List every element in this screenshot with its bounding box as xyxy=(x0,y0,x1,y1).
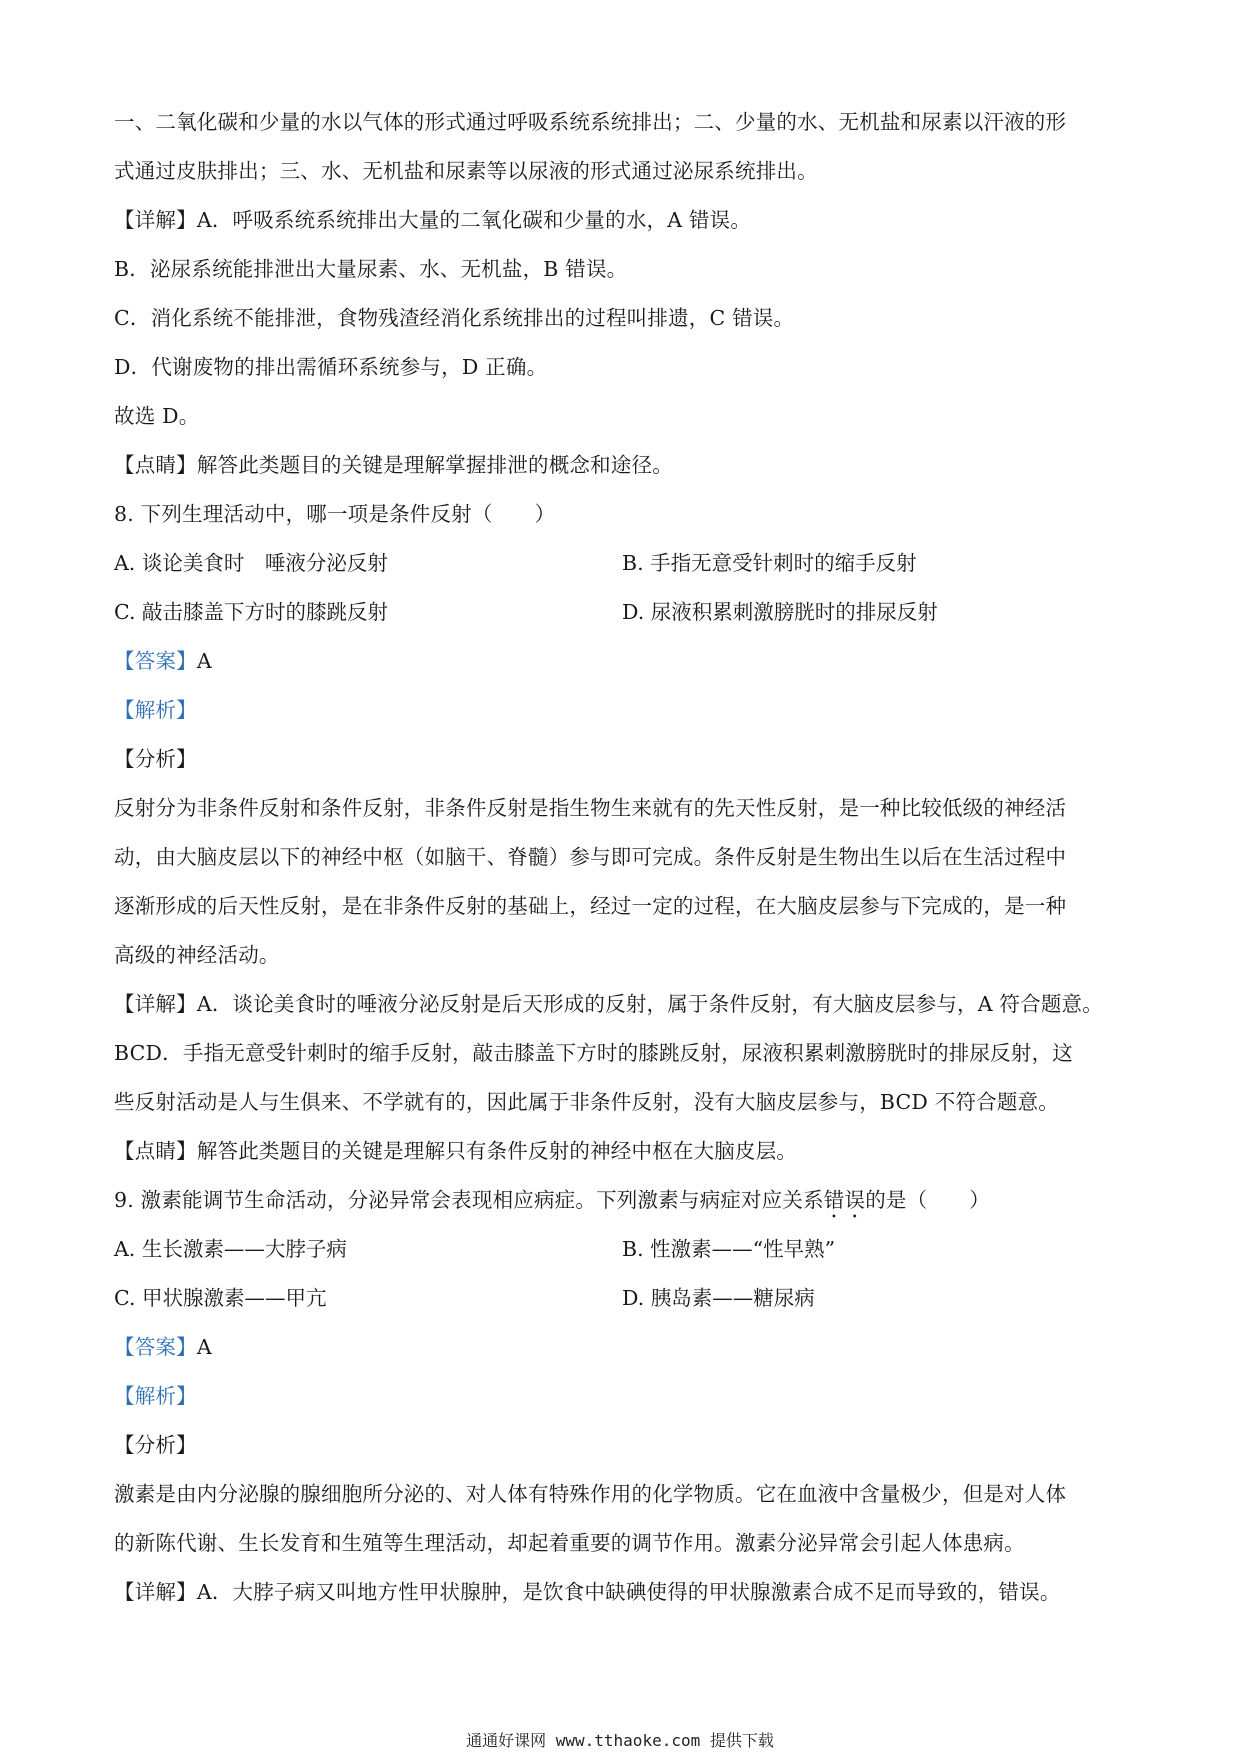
q8-options-row-1 xyxy=(114,539,1132,588)
q8-options-row-2 xyxy=(114,588,1132,637)
q9-analysis-line-1: 激素是由内分泌腺的腺细胞所分泌的、对人体有特殊作用的化学物质。它在血液中含量极少，但是对人体 xyxy=(114,1482,1067,1506)
detail-label: 【详解】 xyxy=(114,992,197,1016)
q8-analysis-line-1: 反射分为非条件反射和条件反射，非条件反射是指生物生来就有的先天性反射，是一种比较低级的神经活 xyxy=(114,796,1067,820)
q8-fenxi-label: 【分析】 xyxy=(114,747,197,771)
detail-label: 【详解】 xyxy=(114,208,197,232)
detail-text: A．谈论美食时的唾液分泌反射是后天形成的反射，属于条件反射，有大脑皮层参与，A 符合题意。 xyxy=(196,992,1103,1016)
q9-options-row-2 xyxy=(114,1274,1132,1323)
q9-option-d: D. 胰岛素——糖尿病 xyxy=(622,1286,815,1310)
comment-label: 【点睛】 xyxy=(114,453,197,477)
comment-text: 解答此类题目的关键是理解掌握排泄的概念和途径。 xyxy=(196,453,673,477)
q9-stem-mid: 的是（ xyxy=(865,1188,928,1212)
answer-value: A xyxy=(196,649,212,673)
q9-fenxi-label: 【分析】 xyxy=(114,1433,197,1457)
comment-text: 解答此类题目的关键是理解只有条件反射的神经中枢在大脑皮层。 xyxy=(196,1139,798,1163)
q8-option-b: B. 手指无意受针刺时的缩手反射 xyxy=(622,551,917,575)
answer-label: 【答案】 xyxy=(114,649,197,673)
q8-analysis-line-2: 动，由大脑皮层以下的神经中枢（如脑干、脊髓）参与即可完成。条件反射是生物出生以后在生活过程中 xyxy=(114,845,1067,869)
q9-option-c: C. 甲状腺激素——甲亢 xyxy=(114,1286,327,1310)
q9-option-b: B. 性激素——“性早熟” xyxy=(622,1237,836,1261)
q8-analysis-line-4: 高级的神经活动。 xyxy=(114,943,280,967)
detail-text: A．呼吸系统系统排出大量的二氧化碳和少量的水，A 错误。 xyxy=(196,208,752,232)
q8-comment xyxy=(114,1127,1132,1176)
q9-stem-text: 9. 激素能调节生命活动，分泌异常会表现相应病症。下列激素与病症对应关系 xyxy=(114,1188,824,1212)
q7-detail-c: C．消化系统不能排泄，食物残渣经消化系统排出的过程叫排遗，C 错误。 xyxy=(114,306,795,330)
q8-analysis-label: 【解析】 xyxy=(114,698,197,722)
q8-option-a: A. 谈论美食时 唾液分泌反射 xyxy=(114,551,388,575)
q7-detail-b: B．泌尿系统能排泄出大量尿素、水、无机盐，B 错误。 xyxy=(114,257,628,281)
q9-detail-a xyxy=(114,1568,1132,1617)
q9-stem xyxy=(114,1176,1132,1225)
q8-detail-a xyxy=(114,980,1132,1029)
q9-answer xyxy=(114,1323,1132,1372)
q8-stem-text: 8. 下列生理活动中，哪一项是条件反射（ xyxy=(114,502,493,526)
document-page xyxy=(114,98,1132,1617)
answer-value: A xyxy=(196,1335,212,1359)
q8-stem-close: ） xyxy=(534,502,556,526)
answer-label: 【答案】 xyxy=(114,1335,197,1359)
q8-option-d: D. 尿液积累刺激膀胱时的排尿反射 xyxy=(622,600,938,624)
q9-stem-close: ） xyxy=(969,1188,990,1212)
q8-detail-bcd-line-1: BCD．手指无意受针刺时的缩手反射，敲击膝盖下方时的膝跳反射，尿液积累刺激膀胱时的排尿反射，这 xyxy=(114,1041,1073,1065)
comment-label: 【点睛】 xyxy=(114,1139,197,1163)
page-footer: 通通好课网 www.tthaoke.com 提供下载 xyxy=(466,1731,774,1750)
q9-analysis-line-2: 的新陈代谢、生长发育和生殖等生理活动，却起着重要的调节作用。激素分泌异常会引起人体患病。 xyxy=(114,1531,1025,1555)
q8-stem xyxy=(114,490,1132,539)
detail-label: 【详解】 xyxy=(114,1580,197,1604)
detail-text: A．大脖子病又叫地方性甲状腺肿，是饮食中缺碘使得的甲状腺激素合成不足而导致的，错误。 xyxy=(196,1580,1061,1604)
q9-options-row-1 xyxy=(114,1225,1132,1274)
q9-analysis-label: 【解析】 xyxy=(114,1384,197,1408)
intro-line-2: 式通过皮肤排出；三、水、无机盐和尿素等以尿液的形式通过泌尿系统排出。 xyxy=(114,159,818,183)
q7-detail-d: D．代谢废物的排出需循环系统参与，D 正确。 xyxy=(114,355,548,379)
q8-option-c: C. 敲击膝盖下方时的膝跳反射 xyxy=(114,600,388,624)
q8-answer xyxy=(114,637,1132,686)
q8-detail-bcd-line-2: 些反射活动是人与生俱来、不学就有的，因此属于非条件反射，没有大脑皮层参与，BCD 不符合题意。 xyxy=(114,1090,1059,1114)
intro-line-1: 一、二氧化碳和少量的水以气体的形式通过呼吸系统系统排出；二、少量的水、无机盐和尿素以汗液的形 xyxy=(114,110,1067,134)
q8-analysis-line-3: 逐渐形成的后天性反射，是在非条件反射的基础上，经过一定的过程，在大脑皮层参与下完成的，是一种 xyxy=(114,894,1067,918)
q7-choice: 故选 D。 xyxy=(114,404,200,428)
q7-detail-a xyxy=(114,196,1132,245)
q9-stem-emphasis: 错误 xyxy=(823,1188,866,1212)
q7-comment xyxy=(114,441,1132,490)
q9-option-a: A. 生长激素——大脖子病 xyxy=(114,1237,347,1261)
